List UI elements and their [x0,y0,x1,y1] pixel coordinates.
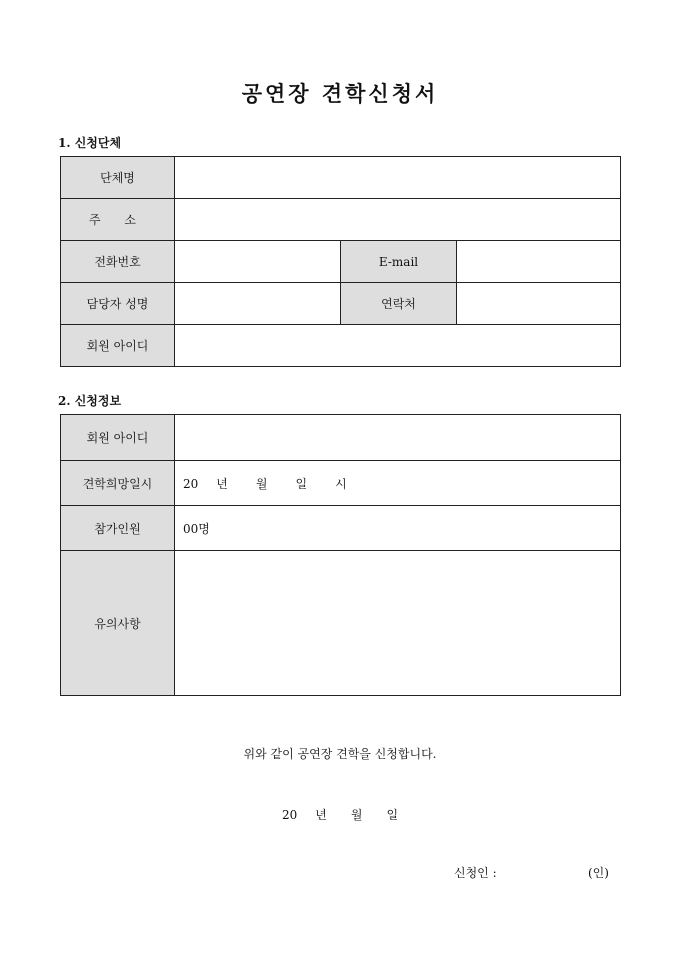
phone-label: 전화번호 [61,241,175,283]
signature-date [0,806,680,823]
contact-field[interactable] [457,283,621,325]
phone-field[interactable] [175,241,341,283]
signature-date-year: 년 [315,808,327,822]
visit-date-month: 월 [255,476,268,491]
email-label: E-mail [341,241,457,283]
app-member-id-field[interactable] [175,415,621,461]
notes-field[interactable] [175,551,621,696]
visit-date-prefix: 20 [183,476,199,491]
address-field[interactable] [175,199,621,241]
section-heading-organization: 1. 신청단체 [58,136,122,150]
notes-label: 유의사항 [61,551,175,696]
address-label: 주 소 [61,199,175,241]
member-id-field[interactable] [175,325,621,367]
attendees-label: 참가인원 [61,506,175,551]
visit-date-year: 년 [216,476,228,491]
applicant-label: 신청인 : [454,866,497,880]
visit-date-day: 일 [295,476,308,491]
visit-date-label: 견학희망일시 [61,461,175,506]
attendees-field[interactable]: 00명 [175,506,621,551]
section-heading-application: 2. 신청정보 [58,394,122,408]
visit-date-hour: 시 [335,476,347,491]
org-name-field[interactable] [175,157,621,199]
contact-label: 연락처 [341,283,457,325]
signature-date-day: 일 [386,808,399,822]
application-table [60,414,621,696]
member-id-label: 회원 아이디 [61,325,175,367]
visit-date-field[interactable] [175,461,621,506]
org-name-label: 단체명 [61,157,175,199]
signature-date-month: 월 [350,808,363,822]
seal-label: (인) [588,866,609,880]
app-member-id-label: 회원 아이디 [61,415,175,461]
manager-name-label: 담당자 성명 [61,283,175,325]
application-statement: 위와 같이 공연장 견학을 신청합니다. [243,747,437,761]
manager-name-field[interactable] [175,283,341,325]
email-field[interactable] [457,241,621,283]
signature-date-prefix: 20 [281,808,298,822]
organization-table [60,156,621,367]
page-title: 공연장 견학신청서 [241,81,439,106]
